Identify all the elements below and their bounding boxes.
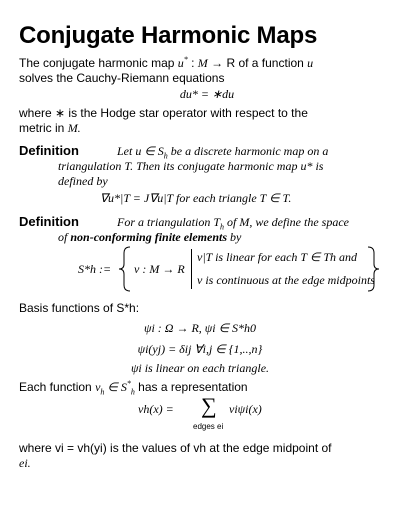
definition-1-label: Definition	[19, 143, 79, 158]
set-variable: v : M → R	[134, 262, 185, 276]
set-condition-2: v is continuous at the edge midpoints	[197, 273, 375, 287]
map-domain: M	[197, 56, 208, 70]
definition-1-line-1	[117, 144, 328, 159]
basis-eq1-text: ψi : Ω → R, ψi ∈ S*h0	[143, 321, 257, 335]
basis-equation-1	[0, 321, 400, 336]
map-codomain-text: → R of a function	[207, 56, 308, 70]
definition-1-equation: ∇u*|T = J∇u|T for each triangle T ∈ T.	[100, 191, 292, 205]
sum-symbol: ∑	[201, 393, 217, 418]
set-name: S*h :=	[78, 262, 112, 276]
basis-eq3-text: ψi is linear on each triangle.	[130, 361, 270, 375]
definition-1-line-3: defined by	[58, 174, 108, 188]
metric-M: M.	[67, 121, 81, 135]
map-u: u	[177, 56, 184, 70]
closing-line-1: where vi = vh(yi) is the values of vh at the edge midpoint of	[19, 441, 332, 455]
rep-text-post: has a representation	[134, 380, 248, 394]
equation-text: du* = ∗du	[179, 87, 235, 101]
def2-sub-h: h	[220, 222, 225, 232]
def1-text-1: Let u ∈ S	[117, 144, 164, 158]
def2-text-2-pre: of	[58, 230, 71, 244]
representation-lhs: vh(x) =	[138, 402, 174, 416]
definition-1-line-2: triangulation T. Then its conjugate harmonic map u* is	[58, 159, 324, 173]
definition-2-label: Definition	[19, 214, 79, 229]
set-divider	[191, 249, 192, 289]
left-brace-icon	[118, 246, 132, 292]
representation-rhs: viψi(x)	[229, 402, 262, 416]
basis-equation-3	[0, 361, 400, 376]
def1-sub-h: h	[163, 151, 168, 161]
sum-subscript: edges ei	[193, 422, 224, 431]
basis-equation-2	[0, 342, 400, 357]
function-u: u	[307, 56, 314, 70]
page-title: Conjugate Harmonic Maps	[19, 22, 318, 49]
def2-bold-term: non-conforming finite elements	[70, 230, 228, 244]
def1-text-1-post: be a discrete harmonic map on a	[167, 144, 329, 158]
intro-line-1	[19, 56, 313, 71]
basis-heading: Basis functions of S*h:	[19, 301, 140, 315]
closing-line-2: ei.	[19, 456, 31, 470]
map-colon: :	[187, 56, 198, 70]
definition-2-line-1	[117, 215, 349, 230]
rep-text-pre: Each function	[19, 380, 96, 394]
map-symbol	[178, 56, 188, 70]
set-condition-1: v|T is linear for each T ∈ Th and	[197, 250, 357, 264]
intro-line-4	[19, 121, 81, 136]
def2-text-1: For a triangulation T	[117, 215, 221, 229]
intro-line-2: solves the Cauchy-Riemann equations	[19, 71, 225, 85]
map-star: *	[183, 55, 188, 64]
intro-text: The conjugate harmonic map	[19, 56, 178, 70]
representation-line: Each function $v_h$ ∈ $S^*_h$ has a representation	[19, 379, 248, 397]
right-brace-icon	[366, 246, 380, 292]
intro-line-3: where ∗ is the Hodge star operator with respect to the	[19, 106, 308, 120]
basis-eq2-text: ψi(yj) = δij ∀i,j ∈ {1,..,n}	[137, 342, 263, 356]
definition-2-line-2	[58, 230, 241, 245]
def2-text-2-post: by	[227, 230, 242, 244]
def2-text-1-post: of M, we define the space	[224, 215, 349, 229]
intro-line-4-text: metric in	[19, 121, 68, 135]
cauchy-riemann-equation	[0, 87, 400, 102]
